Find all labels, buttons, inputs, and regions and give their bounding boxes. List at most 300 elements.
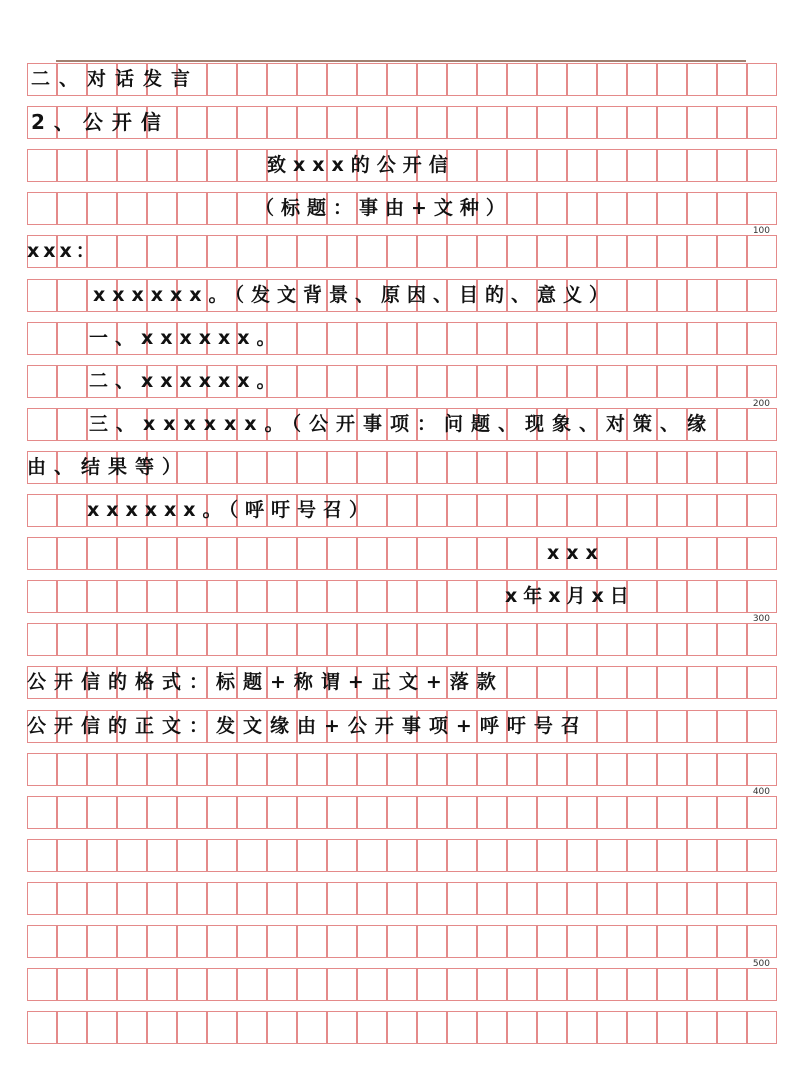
grid-cell — [537, 106, 567, 139]
grid-cell — [267, 968, 297, 1001]
grid-cell — [117, 235, 147, 268]
grid-cell — [237, 235, 267, 268]
grid-row — [27, 925, 777, 958]
grid-row — [27, 149, 777, 182]
grid-cell — [57, 925, 87, 958]
grid-cell — [147, 623, 177, 656]
grid-cell — [537, 235, 567, 268]
grid-row — [27, 408, 777, 441]
grid-cell — [237, 149, 267, 182]
grid-cell — [387, 322, 417, 355]
grid-cell — [477, 796, 507, 829]
grid-cell — [507, 149, 537, 182]
grid-cell — [117, 192, 147, 225]
grid-cell — [27, 839, 57, 872]
grid-cell — [357, 882, 387, 915]
grid-cell — [717, 666, 747, 699]
grid-cell — [27, 753, 57, 786]
grid-cell — [237, 106, 267, 139]
grid-cell — [207, 106, 237, 139]
grid-cell — [27, 1011, 57, 1044]
grid-cell — [267, 451, 297, 484]
grid-cell — [687, 63, 717, 96]
grid-cell — [387, 1011, 417, 1044]
grid-cell — [627, 149, 657, 182]
grid-cell — [687, 666, 717, 699]
word-count-marker: 500 — [752, 959, 770, 969]
grid-cell — [627, 451, 657, 484]
grid-cell — [207, 839, 237, 872]
grid-cell — [747, 968, 777, 1001]
grid-cell — [357, 580, 387, 613]
grid-cell — [297, 580, 327, 613]
grid-cell — [327, 839, 357, 872]
grid-cell — [267, 537, 297, 570]
row-text: 致xxx的公开信 — [267, 154, 455, 177]
grid-cell — [387, 839, 417, 872]
grid-cell — [567, 494, 597, 527]
grid-cell — [687, 580, 717, 613]
grid-cell — [237, 537, 267, 570]
grid-cell — [537, 753, 567, 786]
grid-cell — [477, 968, 507, 1001]
grid-cell — [357, 968, 387, 1001]
grid-cell — [237, 580, 267, 613]
grid-cell — [417, 796, 447, 829]
grid-cell — [717, 968, 747, 1001]
grid-cell — [657, 623, 687, 656]
grid-cell — [477, 753, 507, 786]
grid-cell — [687, 882, 717, 915]
grid-cell — [507, 753, 537, 786]
grid-cell — [747, 149, 777, 182]
grid-cell — [447, 235, 477, 268]
grid-cell — [537, 1011, 567, 1044]
grid-cell — [747, 279, 777, 312]
grid-cell — [327, 365, 357, 398]
grid-cell — [747, 839, 777, 872]
grid-cell — [657, 753, 687, 786]
grid-cell — [537, 968, 567, 1001]
grid-cell — [477, 149, 507, 182]
grid-cell — [567, 796, 597, 829]
grid-cell — [177, 796, 207, 829]
grid-cell — [627, 537, 657, 570]
grid-cell — [297, 322, 327, 355]
grid-cell — [447, 451, 477, 484]
grid-cell — [687, 968, 717, 1001]
grid-cell — [447, 365, 477, 398]
grid-cell — [627, 796, 657, 829]
grid-row — [27, 279, 777, 312]
grid-cell — [57, 149, 87, 182]
grid-cell — [537, 322, 567, 355]
grid-cell — [477, 537, 507, 570]
grid-cell — [87, 580, 117, 613]
grid-cell — [57, 408, 87, 441]
grid-cell — [387, 580, 417, 613]
grid-cell — [207, 537, 237, 570]
word-count-marker: 300 — [752, 614, 770, 625]
grid-cell — [477, 839, 507, 872]
grid-cell — [627, 494, 657, 527]
grid-cell — [507, 322, 537, 355]
grid-cell — [597, 365, 627, 398]
grid-cell — [147, 753, 177, 786]
grid-cell — [507, 451, 537, 484]
grid-cell — [237, 796, 267, 829]
row-text: xxx： — [27, 240, 99, 263]
row-text: xxxxxx。（发文背景、原因、目的、意义） — [93, 283, 616, 306]
grid-cell — [567, 968, 597, 1001]
grid-cell — [417, 365, 447, 398]
grid-row — [27, 839, 777, 872]
grid-cell — [597, 1011, 627, 1044]
grid-cell — [447, 623, 477, 656]
grid-cell — [687, 710, 717, 743]
grid-cell — [387, 537, 417, 570]
grid-cell — [747, 63, 777, 96]
grid-cell — [297, 753, 327, 786]
grid-cell — [357, 106, 387, 139]
grid-cell — [567, 149, 597, 182]
grid-cell — [627, 365, 657, 398]
grid-cell — [657, 192, 687, 225]
grid-cell — [717, 149, 747, 182]
grid-cell — [57, 365, 87, 398]
grid-cell — [267, 63, 297, 96]
grid-cell — [567, 235, 597, 268]
grid-cell — [207, 925, 237, 958]
grid-cell — [447, 537, 477, 570]
grid-cell — [147, 796, 177, 829]
grid-cell — [687, 365, 717, 398]
grid-cell — [387, 753, 417, 786]
grid-cell — [627, 1011, 657, 1044]
grid-row — [27, 63, 777, 96]
grid-cell — [27, 494, 57, 527]
grid-cell — [297, 451, 327, 484]
grid-cell — [27, 925, 57, 958]
grid-cell — [597, 839, 627, 872]
grid-cell — [237, 63, 267, 96]
grid-cell — [117, 753, 147, 786]
grid-cell — [447, 1011, 477, 1044]
grid-cell — [507, 106, 537, 139]
grid-cell — [117, 839, 147, 872]
grid-cell — [147, 1011, 177, 1044]
grid-row — [27, 1011, 777, 1044]
grid-cell — [477, 365, 507, 398]
grid-cell — [327, 63, 357, 96]
grid-cell — [747, 192, 777, 225]
grid-cell — [507, 235, 537, 268]
grid-cell — [687, 796, 717, 829]
grid-cell — [417, 106, 447, 139]
grid-cell — [747, 451, 777, 484]
grid-cell — [267, 882, 297, 915]
grid-cell — [507, 796, 537, 829]
grid-cell — [387, 494, 417, 527]
grid-cell — [327, 580, 357, 613]
grid-cell — [357, 63, 387, 96]
grid-cell — [327, 968, 357, 1001]
grid-cell — [537, 451, 567, 484]
grid-cell — [687, 494, 717, 527]
grid-cell — [237, 451, 267, 484]
row-text: x年x月x日 — [505, 585, 635, 608]
grid-cell — [267, 580, 297, 613]
grid-cell — [717, 192, 747, 225]
grid-cell — [57, 494, 87, 527]
grid-cell — [417, 451, 447, 484]
grid-cell — [717, 408, 747, 441]
grid-cell — [597, 710, 627, 743]
grid-cell — [117, 968, 147, 1001]
grid-cell — [27, 279, 57, 312]
grid-cell — [327, 106, 357, 139]
grid-cell — [477, 451, 507, 484]
grid-cell — [717, 623, 747, 656]
grid-cell — [717, 365, 747, 398]
grid-cell — [117, 537, 147, 570]
grid-cell — [417, 839, 447, 872]
grid-cell — [507, 63, 537, 96]
grid-cell — [687, 106, 717, 139]
grid-cell — [357, 322, 387, 355]
grid-cell — [717, 1011, 747, 1044]
grid-cell — [597, 192, 627, 225]
grid-cell — [237, 753, 267, 786]
grid-cell — [687, 1011, 717, 1044]
grid-cell — [57, 839, 87, 872]
grid-row — [27, 623, 777, 656]
grid-cell — [567, 63, 597, 96]
grid-cell — [147, 149, 177, 182]
grid-cell — [597, 235, 627, 268]
grid-cell — [537, 149, 567, 182]
grid-cell — [357, 796, 387, 829]
grid-cell — [657, 537, 687, 570]
grid-cell — [597, 63, 627, 96]
grid-cell — [417, 623, 447, 656]
grid-cell — [117, 796, 147, 829]
row-text: 二、xxxxxx。 — [89, 369, 283, 392]
grid-cell — [327, 796, 357, 829]
top-border-line — [56, 60, 746, 62]
grid-cell — [57, 1011, 87, 1044]
grid-cell — [417, 537, 447, 570]
grid-cell — [657, 1011, 687, 1044]
grid-cell — [657, 63, 687, 96]
grid-cell — [207, 1011, 237, 1044]
grid-row — [27, 365, 777, 398]
grid-cell — [567, 365, 597, 398]
grid-row — [27, 666, 777, 699]
grid-cell — [267, 1011, 297, 1044]
grid-cell — [627, 839, 657, 872]
grid-cell — [417, 322, 447, 355]
grid-cell — [27, 322, 57, 355]
grid-cell — [477, 1011, 507, 1044]
grid-cell — [567, 753, 597, 786]
grid-cell — [237, 1011, 267, 1044]
grid-cell — [87, 1011, 117, 1044]
grid-row — [27, 322, 777, 355]
grid-cell — [177, 580, 207, 613]
grid-cell — [57, 753, 87, 786]
grid-cell — [357, 1011, 387, 1044]
grid-cell — [627, 623, 657, 656]
grid-row — [27, 968, 777, 1001]
grid-cell — [567, 1011, 597, 1044]
grid-cell — [117, 925, 147, 958]
grid-cell — [387, 451, 417, 484]
grid-cell — [327, 235, 357, 268]
grid-cell — [387, 623, 417, 656]
grid-cell — [627, 235, 657, 268]
grid-cell — [747, 666, 777, 699]
grid-cell — [717, 537, 747, 570]
grid-cell — [267, 623, 297, 656]
grid-cell — [207, 580, 237, 613]
grid-cell — [507, 1011, 537, 1044]
grid-cell — [417, 753, 447, 786]
grid-cell — [87, 753, 117, 786]
grid-cell — [147, 882, 177, 915]
grid-cell — [447, 925, 477, 958]
grid-cell — [27, 623, 57, 656]
grid-cell — [477, 925, 507, 958]
grid-cell — [387, 925, 417, 958]
grid-cell — [177, 882, 207, 915]
grid-cell — [717, 753, 747, 786]
grid-cell — [747, 753, 777, 786]
grid-cell — [717, 796, 747, 829]
grid-cell — [597, 623, 627, 656]
grid-cell — [387, 235, 417, 268]
grid-cell — [627, 882, 657, 915]
grid-cell — [237, 623, 267, 656]
grid-cell — [447, 839, 477, 872]
grid-cell — [417, 1011, 447, 1044]
grid-cell — [387, 796, 417, 829]
grid-cell — [447, 882, 477, 915]
grid-cell — [327, 925, 357, 958]
grid-cell — [297, 882, 327, 915]
grid-cell — [237, 925, 267, 958]
row-text: 由、结果等） — [27, 455, 190, 478]
grid-cell — [507, 666, 537, 699]
grid-cell — [417, 63, 447, 96]
grid-cell — [657, 925, 687, 958]
grid-cell — [327, 623, 357, 656]
grid-cell — [267, 796, 297, 829]
grid-cell — [147, 968, 177, 1001]
grid-cell — [597, 968, 627, 1001]
grid-cell — [177, 925, 207, 958]
grid-cell — [747, 796, 777, 829]
grid-cell — [657, 235, 687, 268]
grid-cell — [147, 537, 177, 570]
grid-cell — [507, 623, 537, 656]
row-text: 一、xxxxxx。 — [89, 326, 283, 349]
grid-cell — [57, 279, 87, 312]
grid-row — [27, 106, 777, 139]
grid-cell — [297, 63, 327, 96]
grid-cell — [117, 623, 147, 656]
grid-cell — [267, 753, 297, 786]
grid-cell — [297, 839, 327, 872]
grid-cell — [237, 882, 267, 915]
grid-cell — [597, 925, 627, 958]
grid-cell — [507, 494, 537, 527]
grid-cell — [627, 710, 657, 743]
grid-cell — [207, 451, 237, 484]
grid-cell — [477, 235, 507, 268]
grid-cell — [87, 796, 117, 829]
grid-cell — [297, 537, 327, 570]
grid-cell — [567, 322, 597, 355]
grid-cell — [567, 106, 597, 139]
grid-cell — [567, 192, 597, 225]
grid-cell — [387, 882, 417, 915]
grid-cell — [747, 537, 777, 570]
grid-cell — [627, 666, 657, 699]
grid-cell — [657, 149, 687, 182]
grid-cell — [387, 106, 417, 139]
grid-cell — [477, 623, 507, 656]
grid-cell — [747, 1011, 777, 1044]
grid-cell — [747, 408, 777, 441]
grid-cell — [507, 968, 537, 1001]
grid-cell — [297, 235, 327, 268]
grid-cell — [507, 365, 537, 398]
grid-cell — [117, 1011, 147, 1044]
grid-cell — [687, 149, 717, 182]
grid-cell — [147, 580, 177, 613]
grid-cell — [267, 106, 297, 139]
grid-cell — [327, 1011, 357, 1044]
grid-cell — [477, 63, 507, 96]
grid-cell — [747, 235, 777, 268]
grid-cell — [747, 106, 777, 139]
grid-cell — [717, 494, 747, 527]
grid-cell — [27, 408, 57, 441]
grid-cell — [207, 968, 237, 1001]
grid-cell — [117, 149, 147, 182]
grid-cell — [417, 925, 447, 958]
grid-cell — [27, 580, 57, 613]
grid-cell — [327, 322, 357, 355]
grid-cell — [597, 882, 627, 915]
grid-cell — [597, 753, 627, 786]
grid-cell — [387, 968, 417, 1001]
row-text: xxxxxx。（呼吁号召） — [87, 499, 376, 521]
grid-cell — [567, 882, 597, 915]
grid-cell — [207, 192, 237, 225]
grid-row — [27, 753, 777, 786]
grid-cell — [57, 192, 87, 225]
grid-cell — [447, 753, 477, 786]
grid-cell — [747, 322, 777, 355]
grid-cell — [237, 968, 267, 1001]
grid-cell — [687, 623, 717, 656]
grid-cell — [267, 839, 297, 872]
grid-row — [27, 882, 777, 915]
grid-cell — [687, 839, 717, 872]
grid-cell — [657, 580, 687, 613]
